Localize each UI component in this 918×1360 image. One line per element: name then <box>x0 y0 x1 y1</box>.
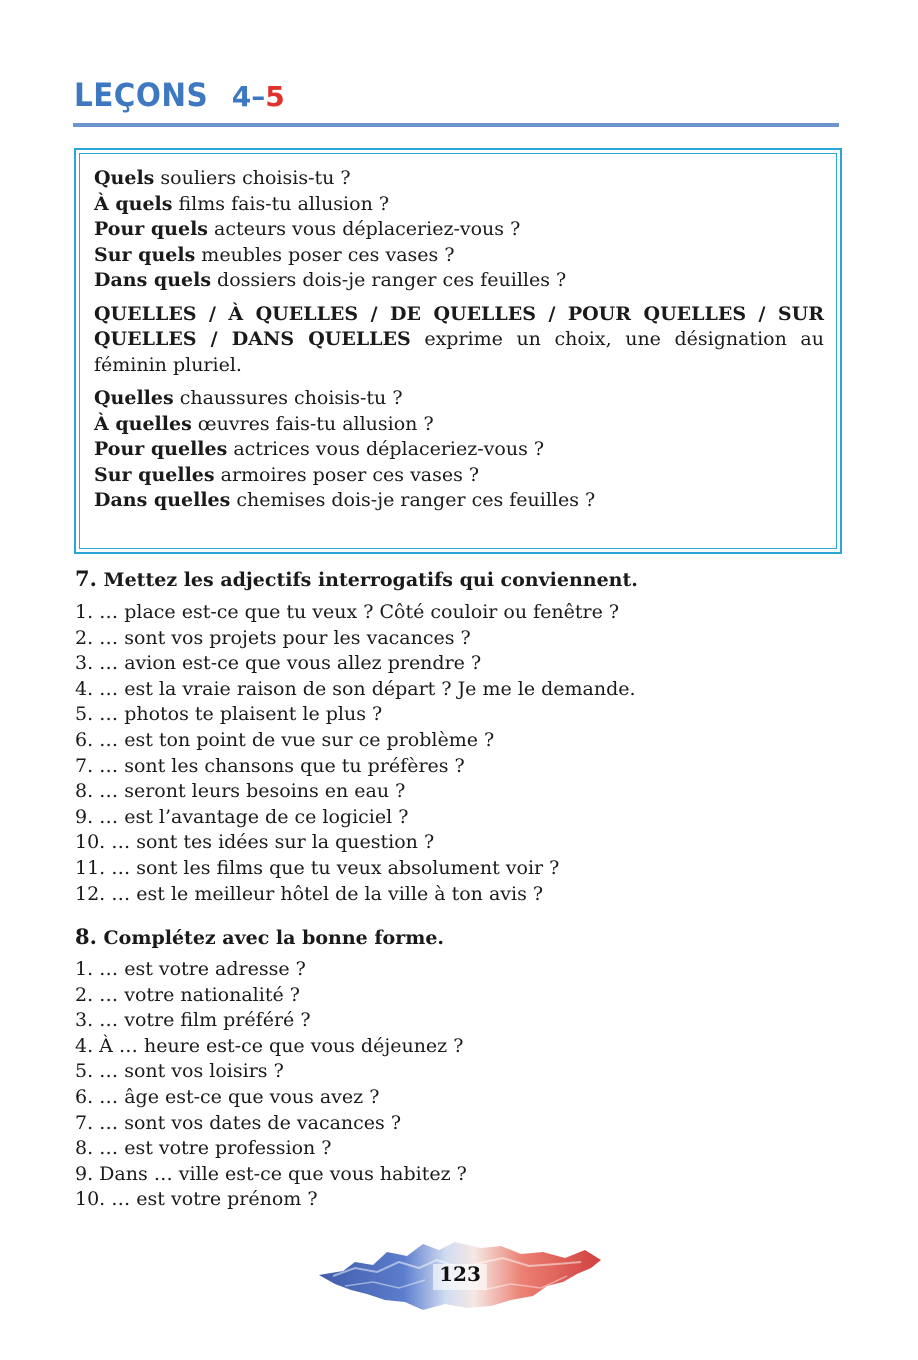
list-item: 6. … âge est-ce que vous avez ? <box>75 1085 380 1108</box>
example-line: Dans quels dossiers dois-je ranger ces feuilles ? <box>94 269 567 291</box>
list-item: 8. … est votre profession ? <box>75 1137 332 1160</box>
feminine-examples <box>94 386 824 514</box>
exercise-number: 8. <box>75 924 97 949</box>
list-item: 6. … est ton point de vue sur ce problème ? <box>75 728 495 751</box>
list-item: 9. … est l’avantage de ce logiciel ? <box>75 805 409 828</box>
exercise-8-title <box>75 924 444 949</box>
list-item: 2. … votre nationalité ? <box>75 983 300 1006</box>
exercise-instruction: Complétez avec la bonne forme. <box>96 927 445 949</box>
header-divider <box>73 123 839 127</box>
list-item: 3. … avion est-ce que vous allez prendre ? <box>75 652 482 675</box>
page-number: 123 <box>439 1262 481 1286</box>
list-item: 2. … sont vos projets pour les vacances ? <box>75 626 471 649</box>
example-line: Pour quelles actrices vous déplaceriez-vous ? <box>94 438 545 460</box>
rule-forms: QUELLES / À QUELLES / DE QUELLES / POUR QUELLES / SUR QUELLES / DANS QUELLES <box>94 302 824 350</box>
example-line: À quels films fais-tu allusion ? <box>94 192 390 215</box>
example-line: Quelles chaussures choisis-tu ? <box>94 387 403 409</box>
lesson-number-end: 5 <box>265 80 285 113</box>
lesson-title: LEÇONS <box>74 76 209 114</box>
list-item: 4. … est la vraie raison de son départ ? Je me le demande. <box>75 677 636 700</box>
lesson-header <box>74 76 285 124</box>
example-line: À quelles œuvres fais-tu allusion ? <box>94 412 434 435</box>
list-item: 1. … est votre adresse ? <box>75 958 306 980</box>
page-footer <box>315 1238 605 1316</box>
list-item: 7. … sont vos dates de vacances ? <box>75 1111 402 1134</box>
exercise-number: 7. <box>75 566 97 591</box>
masculine-examples <box>94 166 824 294</box>
list-item: 12. … est le meilleur hôtel de la ville à ton avis ? <box>75 882 544 905</box>
list-item: 11. … sont les films que tu veux absolument voir ? <box>75 856 560 879</box>
list-item: 7. … sont les chansons que tu préfères ? <box>75 754 465 777</box>
list-item: 3. … votre film préféré ? <box>75 1009 311 1032</box>
exercise-7-title <box>75 566 638 591</box>
list-item: 9. Dans … ville est-ce que vous habitez ? <box>75 1162 467 1185</box>
example-line: Quels souliers choisis-tu ? <box>94 167 351 189</box>
grammar-rule-box-inner <box>79 153 837 549</box>
list-item: 4. À … heure est-ce que vous déjeunez ? <box>75 1034 464 1057</box>
list-item: 8. … seront leurs besoins en eau ? <box>75 780 406 803</box>
grammar-rule-box <box>74 148 842 554</box>
list-item: 5. … sont vos loisirs ? <box>75 1060 284 1083</box>
example-line: Pour quels acteurs vous déplaceriez-vous ? <box>94 218 521 240</box>
exercise-instruction: Mettez les adjectifs interrogatifs qui conviennent. <box>96 569 638 591</box>
list-item: 1. … place est-ce que tu veux ? Côté couloir ou fenêtre ? <box>75 601 620 623</box>
list-item: 10. … sont tes idées sur la question ? <box>75 831 435 854</box>
example-line: Dans quelles chemises dois-je ranger ces feuilles ? <box>94 489 596 511</box>
example-line: Sur quelles armoires poser ces vases ? <box>94 463 480 486</box>
list-item: 5. … photos te plaisent le plus ? <box>75 703 383 726</box>
lesson-numbers <box>232 80 285 113</box>
feminine-plural-rule <box>94 302 824 379</box>
exercise-7-list <box>75 600 636 907</box>
lesson-number-dash: – <box>251 80 266 113</box>
example-line: Sur quels meubles poser ces vases ? <box>94 243 455 266</box>
exercise-8-list <box>75 957 467 1213</box>
lesson-number-start: 4 <box>231 80 252 113</box>
rule-explanation: exprime un choix, une désignation au féminin pluriel. <box>94 328 824 376</box>
list-item: 10. … est votre prénom ? <box>75 1188 318 1211</box>
